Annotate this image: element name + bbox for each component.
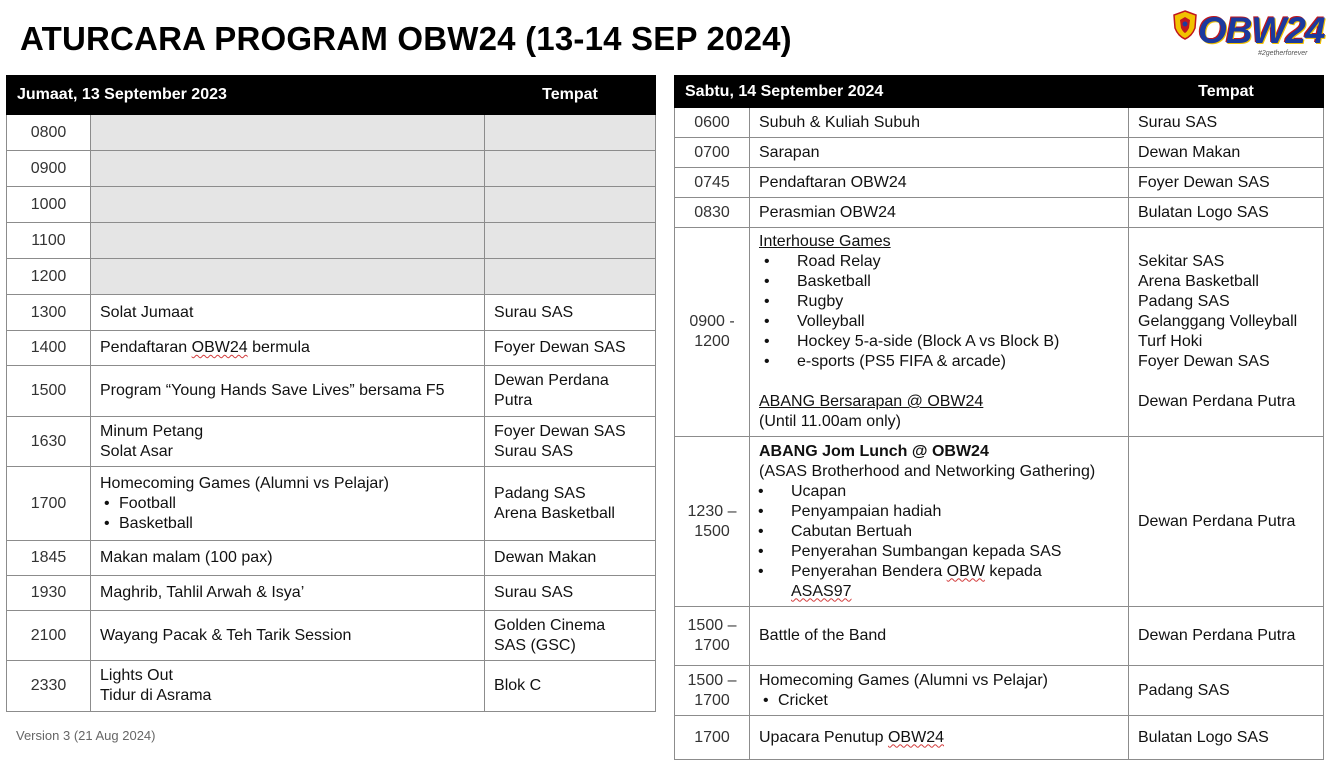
list-item: • Penyampaian hadiah: [753, 502, 1119, 522]
saturday-date-header: Sabtu, 14 September 2024: [675, 76, 1129, 108]
venue-cell: Blok C: [485, 661, 656, 712]
list-item-text-flagged: ASAS97: [791, 582, 852, 600]
time-cell: 1700: [675, 716, 750, 760]
list-item-text: kepada: [984, 562, 1042, 580]
time-cell: 1000: [7, 187, 91, 223]
table-row: [7, 541, 656, 576]
spacer: [1138, 412, 1314, 432]
spacer: [1138, 232, 1314, 252]
venue-line: Arena Basketball: [1138, 273, 1259, 290]
activity-heading: Interhouse Games: [759, 233, 891, 250]
venue-line: Surau SAS: [494, 442, 574, 460]
activity-list: [759, 691, 1119, 711]
venue-line: Dewan Perdana: [494, 372, 609, 389]
activity-cell: [91, 467, 485, 541]
activity-cell: Sarapan: [750, 138, 1129, 168]
empty-venue-cell: [485, 223, 656, 259]
venue-line: Sekitar SAS: [1138, 253, 1225, 270]
activity-list: [759, 252, 1119, 372]
saturday-schedule-table: [674, 75, 1324, 760]
table-row: [675, 437, 1324, 607]
venue-line: Turf Hoki: [1138, 333, 1203, 350]
list-item: • Penyerahan Sumbangan kepada SAS: [753, 542, 1119, 562]
table-row: [7, 187, 656, 223]
obw24-logo: [1168, 6, 1330, 62]
table-row: [675, 607, 1324, 666]
friday-venue-header: Tempat: [485, 76, 656, 115]
list-item: • Basketball: [100, 514, 475, 534]
time-cell: 0700: [675, 138, 750, 168]
activity-line: Lights Out: [100, 667, 173, 684]
activity-text: Pendaftaran: [100, 339, 192, 356]
time-cell: 1100: [7, 223, 91, 259]
activity-list: [100, 494, 475, 534]
list-item: [753, 562, 1119, 602]
venue-cell: Surau SAS: [485, 295, 656, 331]
table-row: [675, 198, 1324, 228]
activity-cell: [91, 417, 485, 467]
activity-line: Homecoming Games (Alumni vs Pelajar): [100, 474, 389, 492]
table-row: [7, 295, 656, 331]
time-cell: [675, 437, 750, 607]
time-cell: 0900: [7, 151, 91, 187]
activity-cell: [750, 716, 1129, 760]
venue-cell: [1129, 228, 1324, 437]
venue-cell: Foyer Dewan SAS: [485, 331, 656, 366]
activity-cell: Battle of the Band: [750, 607, 1129, 666]
time-line: 1700: [694, 691, 730, 709]
activity-line: Minum Petang: [100, 422, 204, 440]
venue-line: Arena Basketball: [494, 504, 615, 522]
list-item: • Volleyball: [759, 312, 1119, 332]
table-row: [7, 417, 656, 467]
table-row: [7, 467, 656, 541]
table-row: [7, 259, 656, 295]
table-row: [7, 115, 656, 151]
table-row: [675, 666, 1324, 716]
table-row: [7, 223, 656, 259]
venue-line: SAS (GSC): [494, 636, 576, 654]
activity-line: Homecoming Games (Alumni vs Pelajar): [759, 671, 1048, 689]
activity-note: (Until 11.00am only): [759, 413, 901, 430]
venue-cell: [485, 611, 656, 661]
time-cell: 1300: [7, 295, 91, 331]
venue-line: Dewan Perdana Putra: [1138, 393, 1296, 410]
empty-activity-cell: [91, 259, 485, 295]
activity-cell: [91, 331, 485, 366]
version-note: Version 3 (21 Aug 2024): [16, 728, 156, 743]
activity-cell: [750, 437, 1129, 607]
venue-cell: Bulatan Logo SAS: [1129, 716, 1324, 760]
venue-cell: Foyer Dewan SAS: [1129, 168, 1324, 198]
time-cell: 1930: [7, 576, 91, 611]
friday-date-header: Jumaat, 13 September 2023: [7, 76, 485, 115]
table-row: [7, 661, 656, 712]
time-line: 1500: [694, 522, 730, 540]
venue-cell: Dewan Makan: [485, 541, 656, 576]
activity-cell: Pendaftaran OBW24: [750, 168, 1129, 198]
time-line: 1200: [694, 333, 730, 350]
list-item: • e-sports (PS5 FIFA & arcade): [759, 352, 1119, 372]
venue-cell: [485, 366, 656, 417]
time-cell: 1630: [7, 417, 91, 467]
activity-cell: Maghrib, Tahlil Arwah & Isya’: [91, 576, 485, 611]
time-cell: 2100: [7, 611, 91, 661]
activity-list: [753, 482, 1119, 602]
time-cell: 2330: [7, 661, 91, 712]
time-cell: 1700: [7, 467, 91, 541]
venue-cell: Bulatan Logo SAS: [1129, 198, 1324, 228]
list-item: • Basketball: [759, 272, 1119, 292]
activity-text-flagged: OBW24: [191, 339, 248, 356]
logo-wordmark: OBW24: [1198, 10, 1325, 51]
activity-heading: ABANG Jom Lunch @ OBW24: [759, 442, 989, 460]
activity-text: bermula: [247, 339, 310, 356]
spacer: [759, 372, 1119, 392]
venue-cell: Surau SAS: [485, 576, 656, 611]
time-cell: 0600: [675, 108, 750, 138]
time-line: 1230 –: [687, 502, 737, 520]
logo-tagline: #2getherforever: [1258, 50, 1308, 57]
empty-activity-cell: [91, 187, 485, 223]
activity-line: Tidur di Asrama: [100, 687, 212, 704]
empty-activity-cell: [91, 115, 485, 151]
spacer: [1138, 372, 1314, 392]
time-cell: 0800: [7, 115, 91, 151]
activity-cell: [91, 661, 485, 712]
page-title: ATURCARA PROGRAM OBW24 (13-14 SEP 2024): [20, 20, 792, 57]
time-cell: [675, 228, 750, 437]
venue-line: Golden Cinema: [494, 616, 606, 634]
friday-schedule-table: [6, 75, 656, 712]
activity-text: Upacara Penutup: [759, 728, 888, 746]
time-cell: [675, 666, 750, 716]
table-row: [7, 331, 656, 366]
activity-heading: ABANG Bersarapan @ OBW24: [759, 393, 984, 410]
activity-line: Solat Asar: [100, 442, 173, 460]
activity-cell: Program “Young Hands Save Lives” bersama F5: [91, 366, 485, 417]
venue-line: Gelanggang Volleyball: [1138, 313, 1298, 330]
crest-icon: [1172, 10, 1198, 40]
activity-cell: [750, 228, 1129, 437]
list-item: • Football: [100, 494, 475, 514]
time-line: 0900 -: [689, 313, 735, 330]
venue-cell: Dewan Perdana Putra: [1129, 437, 1324, 607]
venue-cell: Dewan Perdana Putra: [1129, 607, 1324, 666]
time-cell: 1845: [7, 541, 91, 576]
time-line: 1500 –: [687, 617, 737, 634]
activity-text-flagged: OBW24: [887, 728, 944, 746]
venue-cell: Padang SAS: [1129, 666, 1324, 716]
table-row: [675, 138, 1324, 168]
table-row: [675, 716, 1324, 760]
venue-line: Padang SAS: [494, 484, 586, 502]
activity-cell: Perasmian OBW24: [750, 198, 1129, 228]
empty-venue-cell: [485, 187, 656, 223]
list-item: • Hockey 5-a-side (Block A vs Block B): [759, 332, 1119, 352]
time-cell: 1500: [7, 366, 91, 417]
list-item: • Rugby: [759, 292, 1119, 312]
venue-line: Foyer Dewan SAS: [1138, 353, 1270, 370]
table-row: [7, 151, 656, 187]
time-line: 1700: [694, 637, 730, 654]
activity-cell: Solat Jumaat: [91, 295, 485, 331]
table-row: [675, 108, 1324, 138]
empty-venue-cell: [485, 115, 656, 151]
empty-activity-cell: [91, 223, 485, 259]
venue-line: Foyer Dewan SAS: [494, 422, 626, 440]
time-cell: 0830: [675, 198, 750, 228]
venue-cell: Surau SAS: [1129, 108, 1324, 138]
empty-venue-cell: [485, 259, 656, 295]
list-item: • Cricket: [759, 691, 1119, 711]
list-item: • Cabutan Bertuah: [753, 522, 1119, 542]
activity-cell: Subuh & Kuliah Subuh: [750, 108, 1129, 138]
activity-cell: Makan malam (100 pax): [91, 541, 485, 576]
saturday-venue-header: Tempat: [1129, 76, 1324, 108]
venue-line: Padang SAS: [1138, 293, 1230, 310]
list-item-text-flagged: OBW: [946, 562, 985, 580]
time-cell: 0745: [675, 168, 750, 198]
list-item-text: Penyerahan Bendera: [791, 562, 947, 580]
activity-cell: [750, 666, 1129, 716]
table-row: [7, 366, 656, 417]
time-line: 1500 –: [687, 671, 737, 689]
list-item: • Road Relay: [759, 252, 1119, 272]
venue-cell: Dewan Makan: [1129, 138, 1324, 168]
empty-venue-cell: [485, 151, 656, 187]
list-item: • Ucapan: [753, 482, 1119, 502]
table-row: [7, 611, 656, 661]
venue-cell: [485, 417, 656, 467]
venue-cell: [485, 467, 656, 541]
venue-line: Putra: [494, 392, 533, 409]
table-row: [675, 168, 1324, 198]
time-cell: [675, 607, 750, 666]
activity-subheading: (ASAS Brotherhood and Networking Gathering): [759, 462, 1096, 480]
table-row: [7, 576, 656, 611]
time-cell: 1200: [7, 259, 91, 295]
activity-cell: Wayang Pacak & Teh Tarik Session: [91, 611, 485, 661]
empty-activity-cell: [91, 151, 485, 187]
time-cell: 1400: [7, 331, 91, 366]
table-row: [675, 228, 1324, 437]
